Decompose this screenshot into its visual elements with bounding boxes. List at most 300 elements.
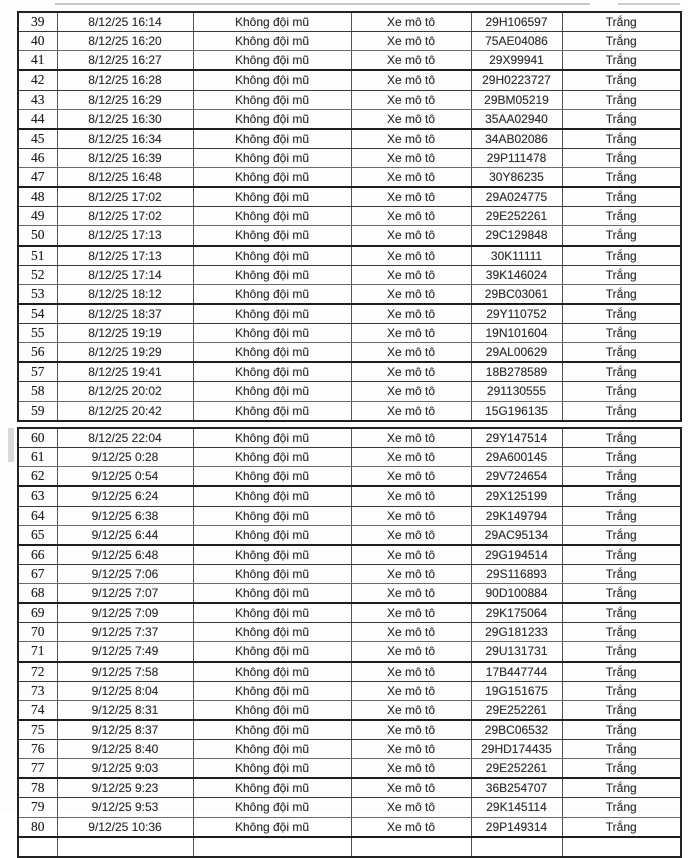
- violations-table-block-1: [17, 11, 682, 422]
- datetime-cell: 9/12/25 7:07: [57, 584, 193, 604]
- table-row: [18, 778, 681, 798]
- plate-number-cell: 29E252261: [471, 207, 562, 226]
- plate-number-cell: 29G181233: [471, 623, 562, 642]
- violation-cell: Không đội mũ: [193, 32, 351, 51]
- table-row: [18, 246, 681, 266]
- row-number-cell: 51: [18, 246, 57, 266]
- violation-cell: Không đội mũ: [193, 362, 351, 382]
- plate-number-cell: 29X125199: [471, 486, 562, 506]
- datetime-cell: 9/12/25 9:23: [57, 778, 193, 798]
- datetime-cell: 9/12/25 6:44: [57, 525, 193, 545]
- table-row: [18, 759, 681, 779]
- row-number-cell: 64: [18, 506, 57, 525]
- row-number-cell: 77: [18, 759, 57, 779]
- vehicle-type-cell: Xe mô tô: [351, 642, 471, 662]
- row-number-cell: 69: [18, 603, 57, 623]
- vehicle-color-cell: Trắng: [562, 207, 681, 226]
- violation-cell: Không đội mũ: [193, 700, 351, 720]
- plate-number-cell: 29G194514: [471, 545, 562, 565]
- violation-cell: Không đội mũ: [193, 428, 351, 448]
- table-row: [18, 720, 681, 740]
- vehicle-type-cell: Xe mô tô: [351, 246, 471, 266]
- datetime-cell: 8/12/25 18:12: [57, 284, 193, 304]
- vehicle-type-cell: Xe mô tô: [351, 720, 471, 740]
- vehicle-type-cell: Xe mô tô: [351, 662, 471, 682]
- datetime-cell: 8/12/25 16:20: [57, 32, 193, 51]
- datetime-cell: 8/12/25 16:48: [57, 168, 193, 188]
- row-number-cell: 68: [18, 584, 57, 604]
- vehicle-type-cell: Xe mô tô: [351, 324, 471, 343]
- plate-number-cell: 29K149794: [471, 506, 562, 525]
- vehicle-color-cell: Trắng: [562, 168, 681, 188]
- vehicle-color-cell: Trắng: [562, 817, 681, 837]
- datetime-cell: 8/12/25 17:13: [57, 226, 193, 246]
- vehicle-color-cell: Trắng: [562, 109, 681, 129]
- table-row: [18, 70, 681, 90]
- vehicle-type-cell: Xe mô tô: [351, 700, 471, 720]
- vehicle-type-cell: Xe mô tô: [351, 226, 471, 246]
- table-row: [18, 506, 681, 525]
- vehicle-type-cell: Xe mô tô: [351, 467, 471, 487]
- vehicle-color-cell: Trắng: [562, 148, 681, 167]
- table-row: [18, 324, 681, 343]
- datetime-cell: 9/12/25 7:58: [57, 662, 193, 682]
- violation-cell: Không đội mũ: [193, 778, 351, 798]
- vehicle-color-cell: Trắng: [562, 545, 681, 565]
- violations-table-block-2: [17, 427, 682, 858]
- empty-cell: [562, 837, 681, 857]
- violation-cell: Không đội mũ: [193, 603, 351, 623]
- table-row: [18, 90, 681, 109]
- row-number-cell: 53: [18, 284, 57, 304]
- datetime-cell: 8/12/25 16:29: [57, 90, 193, 109]
- vehicle-color-cell: Trắng: [562, 90, 681, 109]
- datetime-cell: 9/12/25 8:37: [57, 720, 193, 740]
- row-number-cell: 47: [18, 168, 57, 188]
- datetime-cell: 9/12/25 8:31: [57, 700, 193, 720]
- vehicle-type-cell: Xe mô tô: [351, 448, 471, 467]
- violation-cell: Không đội mũ: [193, 740, 351, 759]
- plate-number-cell: 29A024775: [471, 187, 562, 207]
- table-row: [18, 798, 681, 817]
- vehicle-color-cell: Trắng: [562, 428, 681, 448]
- violation-cell: Không đội mũ: [193, 382, 351, 401]
- violation-cell: Không đội mũ: [193, 642, 351, 662]
- table-row: [18, 700, 681, 720]
- plate-number-cell: 29BC03061: [471, 284, 562, 304]
- row-number-cell: 57: [18, 362, 57, 382]
- row-number-cell: 43: [18, 90, 57, 109]
- plate-number-cell: 291130555: [471, 382, 562, 401]
- datetime-cell: 9/12/25 7:06: [57, 564, 193, 583]
- row-number-cell: 48: [18, 187, 57, 207]
- row-number-cell: 62: [18, 467, 57, 487]
- row-number-cell: 60: [18, 428, 57, 448]
- vehicle-color-cell: Trắng: [562, 662, 681, 682]
- vehicle-type-cell: Xe mô tô: [351, 525, 471, 545]
- plate-number-cell: 29K145114: [471, 798, 562, 817]
- datetime-cell: 9/12/25 8:40: [57, 740, 193, 759]
- empty-cell: [57, 837, 193, 857]
- row-number-cell: 61: [18, 448, 57, 467]
- plate-number-cell: 29K175064: [471, 603, 562, 623]
- violation-cell: Không đội mũ: [193, 70, 351, 90]
- violation-cell: Không đội mũ: [193, 90, 351, 109]
- datetime-cell: 9/12/25 9:53: [57, 798, 193, 817]
- table-row: [18, 467, 681, 487]
- scan-artifact-smudge: [8, 428, 14, 462]
- table-row: [18, 12, 681, 32]
- plate-number-cell: 29E252261: [471, 759, 562, 779]
- scan-artifact-line: [618, 3, 680, 5]
- violation-cell: Không đội mũ: [193, 817, 351, 837]
- clipped-partial-row: [18, 837, 681, 857]
- vehicle-type-cell: Xe mô tô: [351, 798, 471, 817]
- plate-number-cell: 29P149314: [471, 817, 562, 837]
- datetime-cell: 8/12/25 16:14: [57, 12, 193, 32]
- table-body-rows-39-59: [18, 12, 681, 421]
- violation-cell: Không đội mũ: [193, 720, 351, 740]
- violation-cell: Không đội mũ: [193, 584, 351, 604]
- datetime-cell: 8/12/25 17:02: [57, 207, 193, 226]
- vehicle-color-cell: Trắng: [562, 129, 681, 149]
- vehicle-type-cell: Xe mô tô: [351, 343, 471, 363]
- vehicle-type-cell: Xe mô tô: [351, 90, 471, 109]
- vehicle-color-cell: Trắng: [562, 506, 681, 525]
- datetime-cell: 8/12/25 17:02: [57, 187, 193, 207]
- datetime-cell: 8/12/25 16:30: [57, 109, 193, 129]
- table-row: [18, 740, 681, 759]
- plate-number-cell: 29X99941: [471, 51, 562, 71]
- plate-number-cell: 29H0223727: [471, 70, 562, 90]
- datetime-cell: 8/12/25 18:37: [57, 304, 193, 324]
- plate-number-cell: 36B254707: [471, 778, 562, 798]
- datetime-cell: 8/12/25 19:19: [57, 324, 193, 343]
- datetime-cell: 8/12/25 22:04: [57, 428, 193, 448]
- violation-cell: Không đội mũ: [193, 467, 351, 487]
- vehicle-type-cell: Xe mô tô: [351, 265, 471, 284]
- row-number-cell: 79: [18, 798, 57, 817]
- empty-cell: [471, 837, 562, 857]
- vehicle-color-cell: Trắng: [562, 681, 681, 700]
- violation-cell: Không đội mũ: [193, 506, 351, 525]
- row-number-cell: 44: [18, 109, 57, 129]
- vehicle-type-cell: Xe mô tô: [351, 584, 471, 604]
- vehicle-type-cell: Xe mô tô: [351, 207, 471, 226]
- table-row: [18, 109, 681, 129]
- datetime-cell: 8/12/25 19:29: [57, 343, 193, 363]
- table-row: [18, 51, 681, 71]
- table-row: [18, 362, 681, 382]
- plate-number-cell: 35AA02940: [471, 109, 562, 129]
- datetime-cell: 8/12/25 16:27: [57, 51, 193, 71]
- vehicle-type-cell: Xe mô tô: [351, 148, 471, 167]
- vehicle-type-cell: Xe mô tô: [351, 545, 471, 565]
- plate-number-cell: 30Y86235: [471, 168, 562, 188]
- table-row: [18, 662, 681, 682]
- vehicle-color-cell: Trắng: [562, 265, 681, 284]
- violation-cell: Không đội mũ: [193, 343, 351, 363]
- table-row: [18, 304, 681, 324]
- violation-cell: Không đội mũ: [193, 168, 351, 188]
- vehicle-color-cell: Trắng: [562, 486, 681, 506]
- plate-number-cell: 29AL00629: [471, 343, 562, 363]
- vehicle-type-cell: Xe mô tô: [351, 506, 471, 525]
- plate-number-cell: 29V724654: [471, 467, 562, 487]
- violation-cell: Không đội mũ: [193, 207, 351, 226]
- vehicle-color-cell: Trắng: [562, 32, 681, 51]
- vehicle-color-cell: Trắng: [562, 343, 681, 363]
- vehicle-color-cell: Trắng: [562, 720, 681, 740]
- datetime-cell: 9/12/25 7:37: [57, 623, 193, 642]
- table-row: [18, 32, 681, 51]
- vehicle-type-cell: Xe mô tô: [351, 129, 471, 149]
- datetime-cell: 8/12/25 17:13: [57, 246, 193, 266]
- datetime-cell: 9/12/25 6:48: [57, 545, 193, 565]
- row-number-cell: 55: [18, 324, 57, 343]
- datetime-cell: 8/12/25 16:28: [57, 70, 193, 90]
- vehicle-color-cell: Trắng: [562, 642, 681, 662]
- row-number-cell: 40: [18, 32, 57, 51]
- vehicle-type-cell: Xe mô tô: [351, 564, 471, 583]
- row-number-cell: 71: [18, 642, 57, 662]
- plate-number-cell: 29S116893: [471, 564, 562, 583]
- violation-cell: Không đội mũ: [193, 284, 351, 304]
- plate-number-cell: 29AC95134: [471, 525, 562, 545]
- datetime-cell: 9/12/25 6:24: [57, 486, 193, 506]
- vehicle-color-cell: Trắng: [562, 467, 681, 487]
- row-number-cell: 74: [18, 700, 57, 720]
- vehicle-type-cell: Xe mô tô: [351, 428, 471, 448]
- table-row: [18, 148, 681, 167]
- vehicle-color-cell: Trắng: [562, 584, 681, 604]
- vehicle-type-cell: Xe mô tô: [351, 187, 471, 207]
- row-number-cell: 46: [18, 148, 57, 167]
- violation-cell: Không đội mũ: [193, 798, 351, 817]
- table-row: [18, 265, 681, 284]
- datetime-cell: 9/12/25 10:36: [57, 817, 193, 837]
- vehicle-type-cell: Xe mô tô: [351, 12, 471, 32]
- vehicle-type-cell: Xe mô tô: [351, 362, 471, 382]
- vehicle-color-cell: Trắng: [562, 284, 681, 304]
- datetime-cell: 8/12/25 19:41: [57, 362, 193, 382]
- violation-cell: Không đội mũ: [193, 623, 351, 642]
- table-row: [18, 129, 681, 149]
- vehicle-color-cell: Trắng: [562, 700, 681, 720]
- violation-cell: Không đội mũ: [193, 226, 351, 246]
- plate-number-cell: 29C129848: [471, 226, 562, 246]
- row-number-cell: 70: [18, 623, 57, 642]
- datetime-cell: 9/12/25 0:54: [57, 467, 193, 487]
- row-number-cell: 76: [18, 740, 57, 759]
- row-number-cell: 58: [18, 382, 57, 401]
- table-row: [18, 525, 681, 545]
- vehicle-color-cell: Trắng: [562, 401, 681, 421]
- vehicle-type-cell: Xe mô tô: [351, 32, 471, 51]
- row-number-cell: 50: [18, 226, 57, 246]
- plate-number-cell: 29E252261: [471, 700, 562, 720]
- violation-cell: Không đội mũ: [193, 545, 351, 565]
- table-row: [18, 564, 681, 583]
- table-row: [18, 401, 681, 421]
- row-number-cell: 65: [18, 525, 57, 545]
- datetime-cell: 9/12/25 0:28: [57, 448, 193, 467]
- datetime-cell: 9/12/25 9:03: [57, 759, 193, 779]
- vehicle-type-cell: Xe mô tô: [351, 70, 471, 90]
- violation-cell: Không đội mũ: [193, 12, 351, 32]
- vehicle-type-cell: Xe mô tô: [351, 681, 471, 700]
- vehicle-color-cell: Trắng: [562, 623, 681, 642]
- row-number-cell: 59: [18, 401, 57, 421]
- violation-cell: Không đội mũ: [193, 109, 351, 129]
- row-number-cell: 54: [18, 304, 57, 324]
- table-row: [18, 207, 681, 226]
- plate-number-cell: 18B278589: [471, 362, 562, 382]
- plate-number-cell: 29BC06532: [471, 720, 562, 740]
- vehicle-type-cell: Xe mô tô: [351, 759, 471, 779]
- row-number-cell: 67: [18, 564, 57, 583]
- plate-number-cell: 29P111478: [471, 148, 562, 167]
- vehicle-type-cell: Xe mô tô: [351, 382, 471, 401]
- table-row: [18, 603, 681, 623]
- table-row: [18, 382, 681, 401]
- vehicle-color-cell: Trắng: [562, 798, 681, 817]
- row-number-cell: 39: [18, 12, 57, 32]
- row-number-cell: 45: [18, 129, 57, 149]
- vehicle-color-cell: Trắng: [562, 12, 681, 32]
- violation-cell: Không đội mũ: [193, 148, 351, 167]
- row-number-cell: 73: [18, 681, 57, 700]
- plate-number-cell: 29A600145: [471, 448, 562, 467]
- row-number-cell: 80: [18, 817, 57, 837]
- violation-cell: Không đội mũ: [193, 187, 351, 207]
- violation-cell: Không đội mũ: [193, 525, 351, 545]
- datetime-cell: 8/12/25 20:02: [57, 382, 193, 401]
- table-row: [18, 584, 681, 604]
- datetime-cell: 8/12/25 20:42: [57, 401, 193, 421]
- violation-cell: Không đội mũ: [193, 662, 351, 682]
- vehicle-color-cell: Trắng: [562, 564, 681, 583]
- violation-cell: Không đội mũ: [193, 246, 351, 266]
- plate-number-cell: 29H106597: [471, 12, 562, 32]
- violation-cell: Không đội mũ: [193, 129, 351, 149]
- row-number-cell: 66: [18, 545, 57, 565]
- vehicle-type-cell: Xe mô tô: [351, 51, 471, 71]
- violation-cell: Không đội mũ: [193, 324, 351, 343]
- plate-number-cell: 75AE04086: [471, 32, 562, 51]
- table-row: [18, 623, 681, 642]
- plate-number-cell: 19N101604: [471, 324, 562, 343]
- plate-number-cell: 90D100884: [471, 584, 562, 604]
- row-number-cell: 42: [18, 70, 57, 90]
- table-row: [18, 681, 681, 700]
- vehicle-type-cell: Xe mô tô: [351, 109, 471, 129]
- datetime-cell: 8/12/25 16:39: [57, 148, 193, 167]
- vehicle-type-cell: Xe mô tô: [351, 778, 471, 798]
- table-row: [18, 226, 681, 246]
- table-row: [18, 284, 681, 304]
- plate-number-cell: 17B447744: [471, 662, 562, 682]
- table-row: [18, 545, 681, 565]
- row-number-cell: 78: [18, 778, 57, 798]
- vehicle-color-cell: Trắng: [562, 246, 681, 266]
- table-row: [18, 642, 681, 662]
- table-body-rows-60-80: [18, 428, 681, 857]
- violation-cell: Không đội mũ: [193, 51, 351, 71]
- scan-artifact-line: [55, 3, 590, 5]
- vehicle-color-cell: Trắng: [562, 324, 681, 343]
- vehicle-color-cell: Trắng: [562, 759, 681, 779]
- table-row: [18, 168, 681, 188]
- violation-cell: Không đội mũ: [193, 564, 351, 583]
- table-row: [18, 187, 681, 207]
- violation-cell: Không đội mũ: [193, 401, 351, 421]
- plate-number-cell: 30K11111: [471, 246, 562, 266]
- vehicle-type-cell: Xe mô tô: [351, 817, 471, 837]
- violation-cell: Không đội mũ: [193, 304, 351, 324]
- plate-number-cell: 34AB02086: [471, 129, 562, 149]
- datetime-cell: 9/12/25 7:49: [57, 642, 193, 662]
- table-row: [18, 486, 681, 506]
- violation-cell: Không đội mũ: [193, 265, 351, 284]
- vehicle-color-cell: Trắng: [562, 603, 681, 623]
- vehicle-type-cell: Xe mô tô: [351, 740, 471, 759]
- vehicle-color-cell: Trắng: [562, 525, 681, 545]
- violation-cell: Không đội mũ: [193, 486, 351, 506]
- plate-number-cell: 29U131731: [471, 642, 562, 662]
- plate-number-cell: 29Y147514: [471, 428, 562, 448]
- row-number-cell: 63: [18, 486, 57, 506]
- plate-number-cell: 29BM05219: [471, 90, 562, 109]
- row-number-cell: 75: [18, 720, 57, 740]
- vehicle-color-cell: Trắng: [562, 382, 681, 401]
- row-number-cell: 56: [18, 343, 57, 363]
- plate-number-cell: 19G151675: [471, 681, 562, 700]
- table-row: [18, 343, 681, 363]
- vehicle-type-cell: Xe mô tô: [351, 603, 471, 623]
- table-row: [18, 428, 681, 448]
- vehicle-type-cell: Xe mô tô: [351, 284, 471, 304]
- datetime-cell: 8/12/25 17:14: [57, 265, 193, 284]
- datetime-cell: 9/12/25 8:04: [57, 681, 193, 700]
- table-row: [18, 817, 681, 837]
- table-row: [18, 448, 681, 467]
- datetime-cell: 8/12/25 16:34: [57, 129, 193, 149]
- vehicle-color-cell: Trắng: [562, 226, 681, 246]
- row-number-cell: 41: [18, 51, 57, 71]
- vehicle-type-cell: Xe mô tô: [351, 623, 471, 642]
- plate-number-cell: 29Y110752: [471, 304, 562, 324]
- vehicle-type-cell: Xe mô tô: [351, 486, 471, 506]
- vehicle-type-cell: Xe mô tô: [351, 168, 471, 188]
- vehicle-type-cell: Xe mô tô: [351, 401, 471, 421]
- violation-cell: Không đội mũ: [193, 759, 351, 779]
- row-number-cell: 49: [18, 207, 57, 226]
- plate-number-cell: 29HD174435: [471, 740, 562, 759]
- row-number-cell: 52: [18, 265, 57, 284]
- datetime-cell: 9/12/25 6:38: [57, 506, 193, 525]
- vehicle-color-cell: Trắng: [562, 51, 681, 71]
- vehicle-type-cell: Xe mô tô: [351, 304, 471, 324]
- vehicle-color-cell: Trắng: [562, 778, 681, 798]
- vehicle-color-cell: Trắng: [562, 362, 681, 382]
- row-number-cell: 72: [18, 662, 57, 682]
- plate-number-cell: 15G196135: [471, 401, 562, 421]
- vehicle-color-cell: Trắng: [562, 740, 681, 759]
- datetime-cell: 9/12/25 7:09: [57, 603, 193, 623]
- empty-cell: [351, 837, 471, 857]
- plate-number-cell: 39K146024: [471, 265, 562, 284]
